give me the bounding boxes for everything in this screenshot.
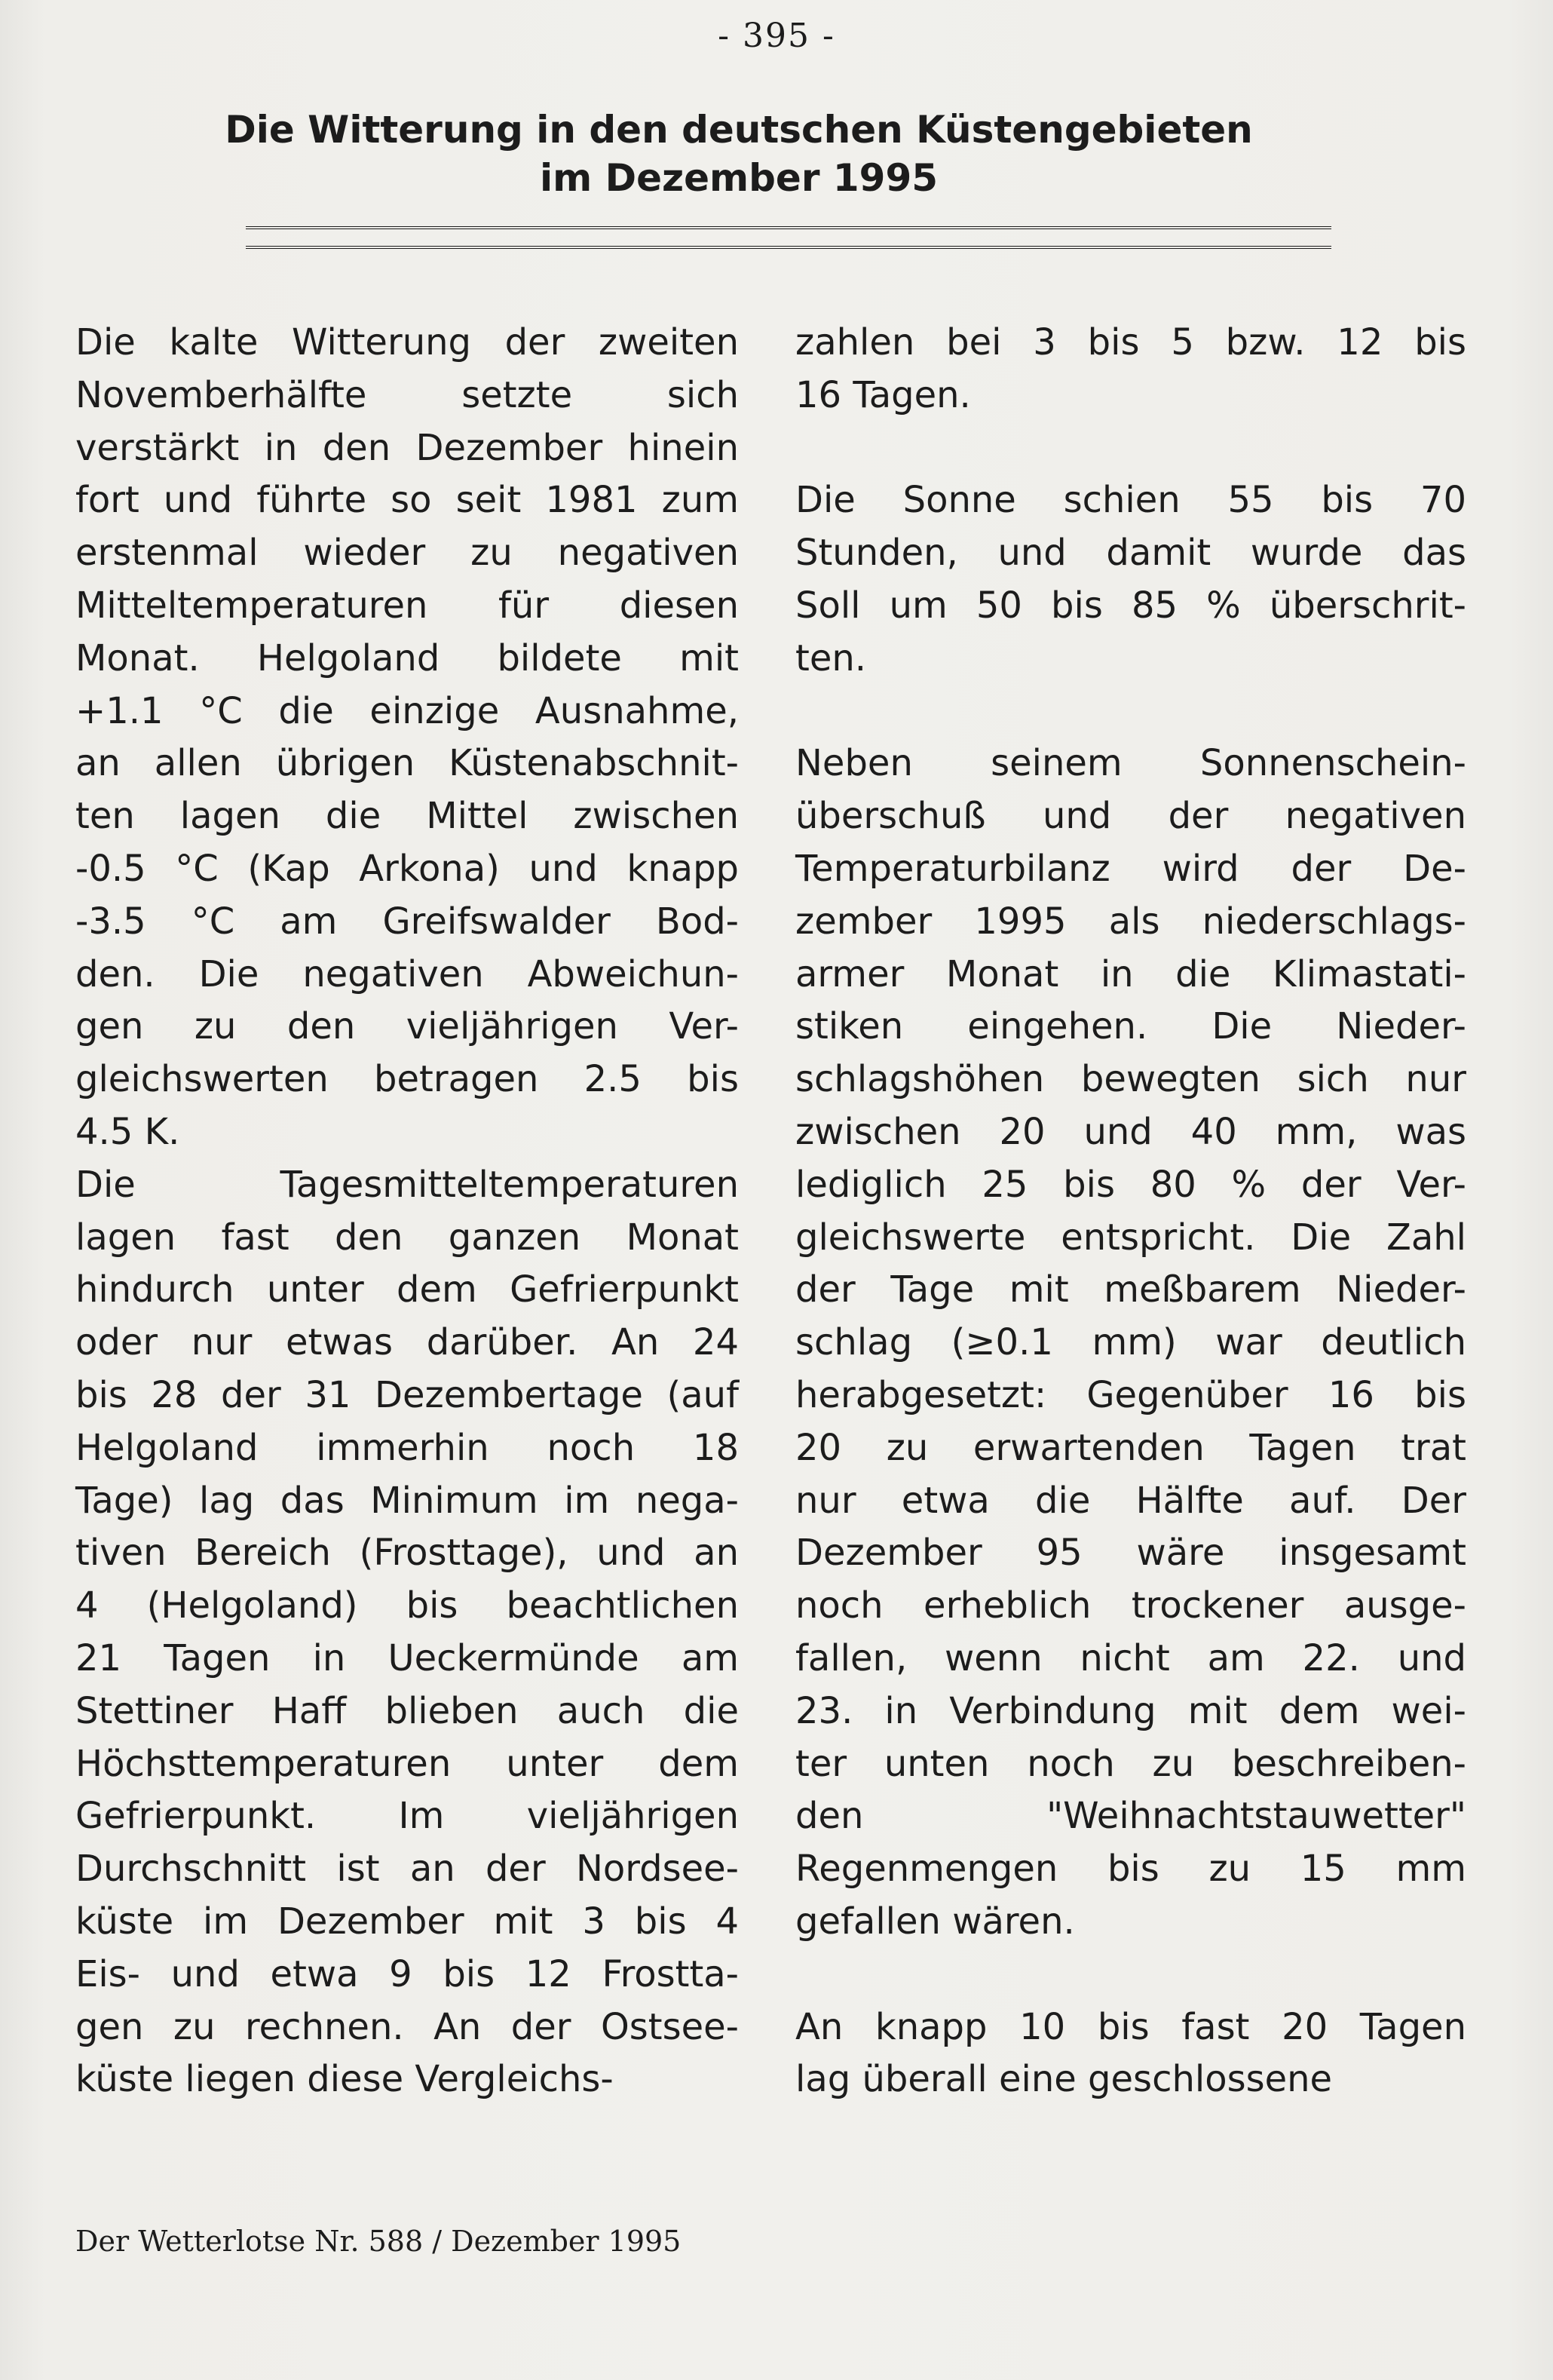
text-line: Novemberhälfte setzte sich <box>75 373 739 416</box>
text-line: Die kalte Witterung der zweiten <box>75 321 739 363</box>
text-line: 20 zu erwartenden Tagen trat <box>795 1426 1466 1469</box>
text-line: 21 Tagen in Ueckermünde am <box>75 1636 739 1679</box>
text-line: gleichswerte entspricht. Die Zahl <box>795 1216 1466 1259</box>
text-line: An knapp 10 bis fast 20 Tagen <box>795 2005 1466 2048</box>
title-line-2: im Dezember 1995 <box>539 156 939 200</box>
text-line: herabgesetzt: Gegenüber 16 bis <box>795 1373 1466 1416</box>
text-line: hindurch unter dem Gefrierpunkt <box>75 1268 739 1311</box>
text-line: Dezember 95 wäre insgesamt <box>795 1532 1466 1575</box>
text-line: Durchschnitt ist an der Nordsee- <box>75 1848 739 1891</box>
text-line: Höchsttemperaturen unter dem <box>75 1742 739 1785</box>
text-line: Helgoland immerhin noch 18 <box>75 1426 739 1469</box>
text-line: -3.5 °C am Greifswalder Bod- <box>75 900 739 943</box>
left-text-column <box>75 317 739 2106</box>
text-line: Stunden, und damit wurde das <box>795 532 1466 575</box>
text-line: den "Weihnachtstauwetter" <box>795 1795 1466 1838</box>
text-line: gen zu den vieljährigen Ver- <box>75 1005 739 1048</box>
text-line: nur etwa die Hälfte auf. Der <box>795 1479 1466 1522</box>
title-underline-rule <box>246 226 1331 249</box>
page-number: - 395 - <box>718 17 835 55</box>
text-line: tiven Bereich (Frosttage), und an <box>75 1532 739 1575</box>
text-line: +1.1 °C die einzige Ausnahme, <box>75 689 739 732</box>
text-line: zember 1995 als niederschlags- <box>795 900 1466 943</box>
text-line: fort und führte so seit 1981 zum <box>75 479 739 522</box>
text-line: Temperaturbilanz wird der De- <box>795 847 1466 890</box>
text-line: an allen übrigen Küstenabschnit- <box>75 742 739 785</box>
right-text-column <box>795 317 1466 2106</box>
page-title <box>113 106 1365 202</box>
text-line: armer Monat in die Klimastati- <box>795 952 1466 995</box>
text-line: -0.5 °C (Kap Arkona) und knapp <box>75 847 739 890</box>
text-line: Neben seinem Sonnenschein- <box>795 742 1466 785</box>
text-line: küste im Dezember mit 3 bis 4 <box>75 1900 739 1943</box>
text-line: bis 28 der 31 Dezembertage (auf <box>75 1373 739 1416</box>
text-line: lagen fast den ganzen Monat <box>75 1216 739 1259</box>
text-line: Regenmengen bis zu 15 mm <box>795 1848 1466 1891</box>
text-line: überschuß und der negativen <box>795 795 1466 838</box>
text-line: küste liegen diese Vergleichs- <box>75 2058 614 2101</box>
text-line: ter unten noch zu beschreiben- <box>795 1742 1466 1785</box>
text-line: 16 Tagen. <box>795 373 971 416</box>
text-line: gefallen wären. <box>795 1900 1075 1943</box>
text-line: lediglich 25 bis 80 % der Ver- <box>795 1163 1466 1206</box>
text-line: ten lagen die Mittel zwischen <box>75 795 739 838</box>
text-line: Soll um 50 bis 85 % überschrit- <box>795 584 1466 627</box>
text-line: stiken eingehen. Die Nieder- <box>795 1005 1466 1048</box>
text-line: noch erheblich trockener ausge- <box>795 1584 1466 1627</box>
paragraph-gap <box>795 685 1466 738</box>
footer-publication-line: Der Wetterlotse Nr. 588 / Dezember 1995 <box>75 2225 682 2258</box>
text-line: schlagshöhen bewegten sich nur <box>795 1058 1466 1101</box>
text-line: schlag (≥0.1 mm) war deutlich <box>795 1321 1466 1364</box>
text-line: verstärkt in den Dezember hinein <box>75 426 739 469</box>
text-line: erstenmal wieder zu negativen <box>75 532 739 575</box>
paragraph-gap <box>795 1949 1466 2001</box>
text-line: lag überall eine geschlossene <box>795 2058 1333 2101</box>
text-line: Tage) lag das Minimum im nega- <box>75 1479 739 1522</box>
text-line: Mitteltemperaturen für diesen <box>75 584 739 627</box>
text-line: Stettiner Haff blieben auch die <box>75 1689 739 1732</box>
text-line: Gefrierpunkt. Im vieljährigen <box>75 1795 739 1838</box>
text-line: zwischen 20 und 40 mm, was <box>795 1110 1466 1153</box>
paragraph-gap <box>795 422 1466 475</box>
text-line: Die Tagesmitteltemperaturen <box>75 1163 739 1206</box>
text-line: 4.5 K. <box>75 1110 180 1153</box>
text-line: Eis- und etwa 9 bis 12 Frostta- <box>75 1952 739 1995</box>
text-line: Monat. Helgoland bildete mit <box>75 636 739 679</box>
text-line: den. Die negativen Abweichun- <box>75 952 739 995</box>
text-line: gen zu rechnen. An der Ostsee- <box>75 2005 739 2048</box>
text-line: oder nur etwas darüber. An 24 <box>75 1321 739 1364</box>
text-line: ten. <box>795 636 867 679</box>
title-line-1: Die Witterung in den deutschen Küstengebieten <box>225 108 1253 152</box>
text-line: fallen, wenn nicht am 22. und <box>795 1636 1466 1679</box>
text-line: zahlen bei 3 bis 5 bzw. 12 bis <box>795 321 1466 363</box>
text-line: 23. in Verbindung mit dem wei- <box>795 1689 1466 1732</box>
text-line: Die Sonne schien 55 bis 70 <box>795 479 1466 522</box>
text-line: gleichswerten betragen 2.5 bis <box>75 1058 739 1101</box>
text-line: der Tage mit meßbarem Nieder- <box>795 1268 1466 1311</box>
text-line: 4 (Helgoland) bis beachtlichen <box>75 1584 739 1627</box>
